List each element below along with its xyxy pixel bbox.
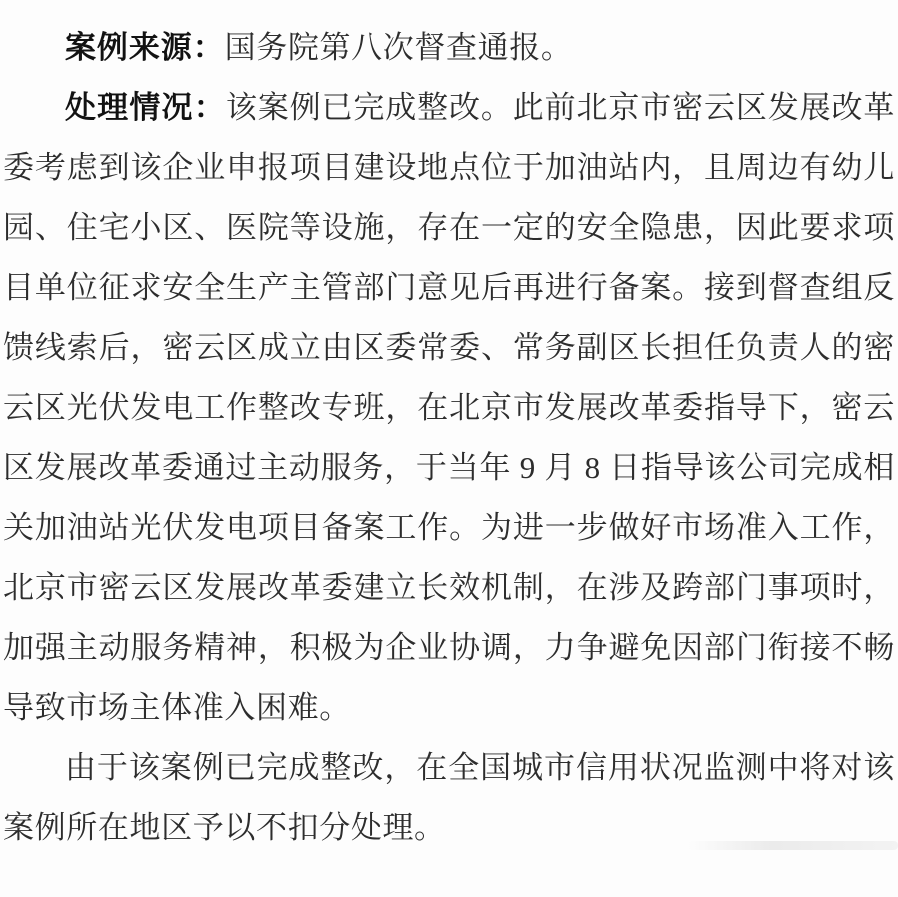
- paragraph-conclusion: [3, 738, 895, 858]
- paragraph-label: 案例来源：: [65, 30, 225, 65]
- paragraph-text: 由于该案例已完成整改，在全国城市信用状况监测中将对该案例所在地区予以不扣分处理。: [3, 750, 895, 845]
- document-body: [3, 18, 895, 858]
- paragraph-text: 该案例已完成整改。此前北京市密云区发展改革委考虑到该企业申报项目建设地点位于加油站内，且周边有幼儿园、住宅小区、医院等设施，存在一定的安全隐患，因此要求项目单位征求安全生产主管部门意见后再进行备案。接到督查组反馈线索后，密云区成立由区委常委、常务副区长担任负责人的密云区光伏发电工作整改专班，在北京市发展改革委指导下，密云区发展改革委通过主动服务，于当年 9 月 8 日指导该公司完成相关加油站光伏发电项目备案工作。为进一步做好市场准入工作，北京市密云区发展改革委建立长效机制，在涉及跨部门事项时，加强主动服务精神，积极为企业协调，力争避免因部门衔接不畅导致市场主体准入困难。: [3, 90, 895, 725]
- paragraph-handling-status: [3, 78, 895, 738]
- paragraph-label: 处理情况：: [65, 90, 226, 125]
- paragraph-text: 国务院第八次督查通报。: [224, 30, 573, 65]
- paragraph-case-source: [3, 18, 895, 78]
